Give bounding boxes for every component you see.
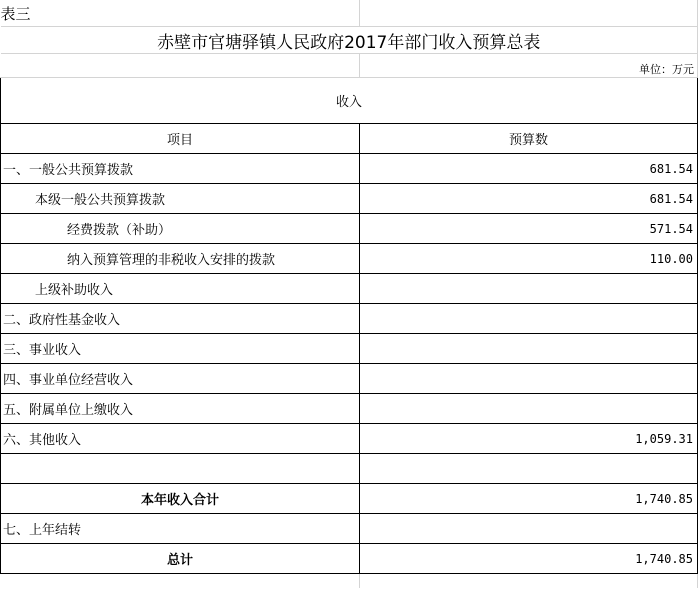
item-cell[interactable]: 总计 (1, 544, 360, 574)
item-cell[interactable]: 五、附属单位上缴收入 (1, 394, 360, 424)
amount-cell[interactable] (360, 514, 698, 544)
sheet-title[interactable]: 赤壁市官塘驿镇人民政府2017年部门收入预算总表 (1, 27, 698, 54)
table-row (1, 304, 698, 334)
amount-cell[interactable] (360, 364, 698, 394)
amount-cell[interactable] (360, 304, 698, 334)
amount-cell[interactable]: 1,059.31 (360, 424, 698, 454)
empty-cell[interactable] (1, 54, 360, 78)
item-cell[interactable]: 经费拨款（补助） (1, 214, 360, 244)
item-cell[interactable]: 七、上年结转 (1, 514, 360, 544)
item-cell[interactable]: 一、一般公共预算拨款 (1, 154, 360, 184)
table-row (1, 424, 698, 454)
item-cell[interactable]: 二、政府性基金收入 (1, 304, 360, 334)
column-header-item[interactable]: 项目 (1, 124, 360, 154)
amount-cell[interactable] (360, 454, 698, 484)
amount-cell[interactable]: 110.00 (360, 244, 698, 274)
table-row (1, 544, 698, 574)
table-row (1, 454, 698, 484)
item-cell[interactable]: 六、其他收入 (1, 424, 360, 454)
column-header-amount[interactable]: 预算数 (360, 124, 698, 154)
amount-cell[interactable]: 1,740.85 (360, 544, 698, 574)
table-row (1, 244, 698, 274)
table-row (1, 364, 698, 394)
empty-cell[interactable] (360, 574, 698, 589)
section-header-income[interactable]: 收入 (1, 78, 698, 124)
unit-label[interactable]: 单位：万元 (360, 54, 698, 78)
amount-cell[interactable] (360, 394, 698, 424)
table-row (1, 184, 698, 214)
item-cell[interactable]: 三、事业收入 (1, 334, 360, 364)
table-row (1, 514, 698, 544)
table-row (1, 274, 698, 304)
item-cell[interactable]: 四、事业单位经营收入 (1, 364, 360, 394)
item-cell[interactable]: 本级一般公共预算拨款 (1, 184, 360, 214)
amount-cell[interactable]: 681.54 (360, 154, 698, 184)
table-row (1, 154, 698, 184)
item-cell[interactable]: 本年收入合计 (1, 484, 360, 514)
item-cell[interactable]: 纳入预算管理的非税收入安排的拨款 (1, 244, 360, 274)
table-row (1, 214, 698, 244)
amount-cell[interactable]: 1,740.85 (360, 484, 698, 514)
sheet-label[interactable]: 表三 (1, 0, 360, 27)
amount-cell[interactable]: 681.54 (360, 184, 698, 214)
item-cell[interactable]: 上级补助收入 (1, 274, 360, 304)
table-row (1, 484, 698, 514)
table-row (1, 334, 698, 364)
amount-cell[interactable] (360, 334, 698, 364)
amount-cell[interactable] (360, 274, 698, 304)
empty-cell[interactable] (1, 574, 360, 589)
item-cell[interactable] (1, 454, 360, 484)
table-row (1, 394, 698, 424)
empty-cell[interactable] (360, 0, 698, 27)
amount-cell[interactable]: 571.54 (360, 214, 698, 244)
